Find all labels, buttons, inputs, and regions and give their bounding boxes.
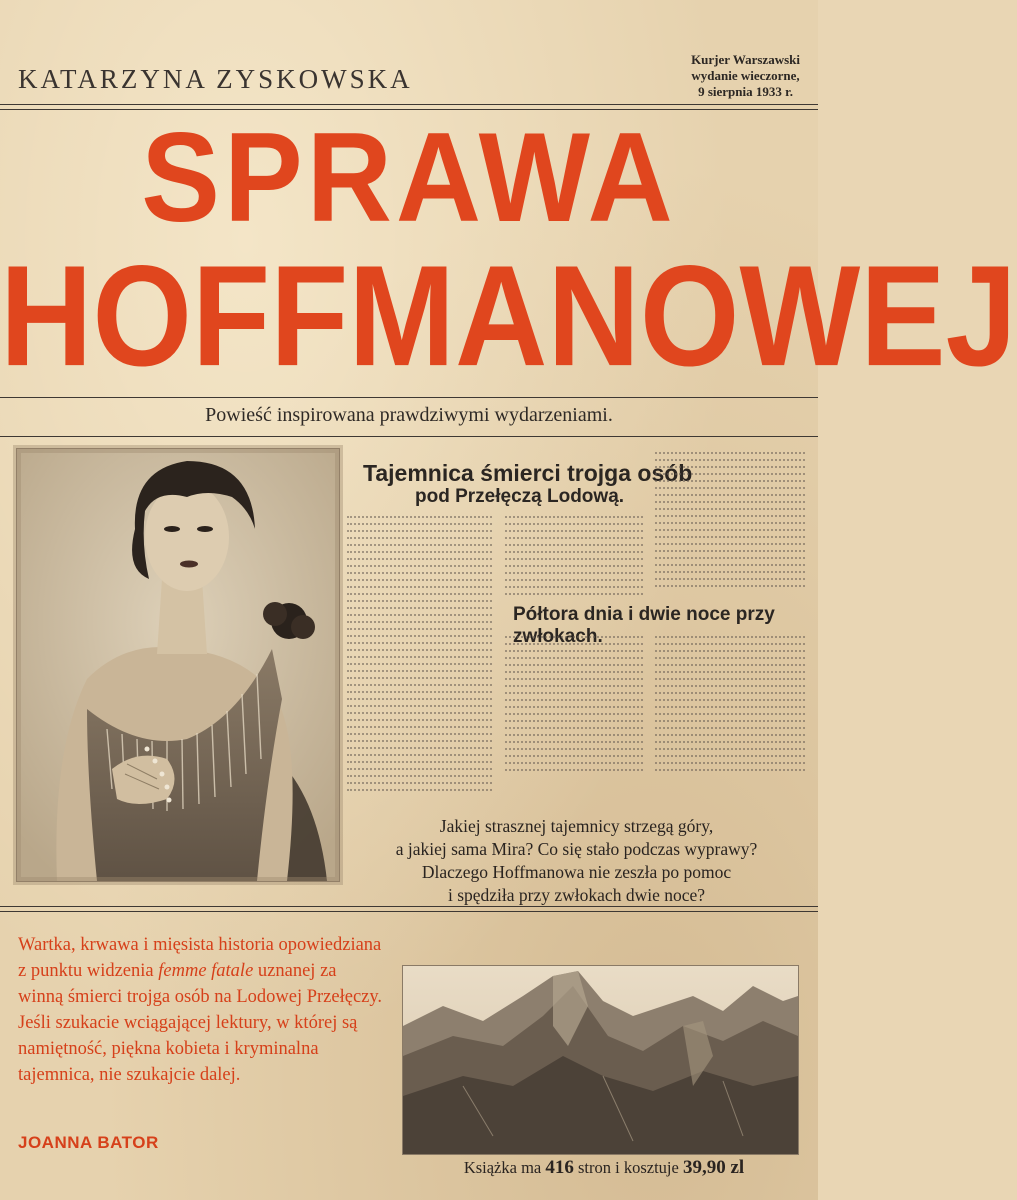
title-line2: HOFFMANOWEJ [0, 236, 1017, 397]
newspaper-column-3 [655, 452, 805, 592]
subtitle-rule [0, 436, 818, 437]
dateline-line1: Kurjer Warszawski [691, 52, 800, 67]
price-line [402, 1157, 806, 1179]
price-amount: 39,90 zl [682, 1157, 745, 1178]
blurb-text-1: Wartka, krwawa i mięsista historia opowiedziana z punktu widzenia [18, 935, 382, 981]
mountain-photo [402, 965, 799, 1155]
dateline-line2: wydanie wieczorne, [691, 68, 800, 83]
title-line1: SPRAWA [141, 106, 677, 250]
newspaper-column-3b [655, 636, 805, 776]
page-count: 416 [545, 1157, 574, 1178]
teaser-line-1: Jakiej strasznej tajemnicy strzegą góry, [439, 816, 714, 836]
mountain-illustration [403, 966, 798, 1154]
teaser-questions [345, 815, 808, 907]
newspaper-clipping [345, 448, 808, 788]
newspaper-headline-sub: pod Przełęczą Lodową. [415, 486, 625, 507]
lower-rule-thin [0, 911, 818, 912]
teaser-line-2: a jakiej sama Mira? Co się stało podczas wyprawy? [395, 839, 758, 859]
newspaper-headline-2: Półtora dnia i dwie noce przy zwłokach. [513, 604, 775, 647]
portrait-photo [16, 448, 340, 882]
price-middle: stron i kosztuje [573, 1158, 683, 1177]
author-name: KATARZYNA ZYSKOWSKA [18, 64, 413, 94]
blurb-author: JOANNA BATOR [18, 1133, 159, 1152]
newspaper-column-2 [505, 516, 643, 600]
newspaper-headline: Tajemnica śmierci trojga osób [363, 460, 693, 486]
blurb-emphasis: femme fatale [158, 961, 254, 981]
price-prefix: Książka ma [463, 1158, 546, 1177]
newspaper-column-1 [347, 516, 492, 796]
dateline [691, 52, 800, 100]
newspaper-column-2b [505, 636, 643, 776]
title-rule [0, 397, 818, 398]
dateline-line3: 9 sierpnia 1933 r. [698, 84, 793, 99]
portrait-illustration [17, 449, 339, 881]
subtitle: Powieść inspirowana prawdziwymi wydarzeniami. [205, 404, 613, 426]
endorsement-blurb [18, 932, 386, 1088]
blurb-text-2: uznanej za winną śmierci trojga osób na Lodowej Przełęczy. Jeśli szukacie wciągającej lektury, w której są namiętność, piękna kobieta i kryminalna tajemnica, nie szukajcie dalej. [18, 961, 383, 1085]
lower-rule [0, 906, 818, 907]
teaser-line-3: Dlaczego Hoffmanowa nie zeszła po pomoc [421, 862, 732, 882]
top-rule [0, 104, 818, 105]
teaser-line-4: i spędziła przy zwłokach dwie noce? [447, 885, 706, 905]
